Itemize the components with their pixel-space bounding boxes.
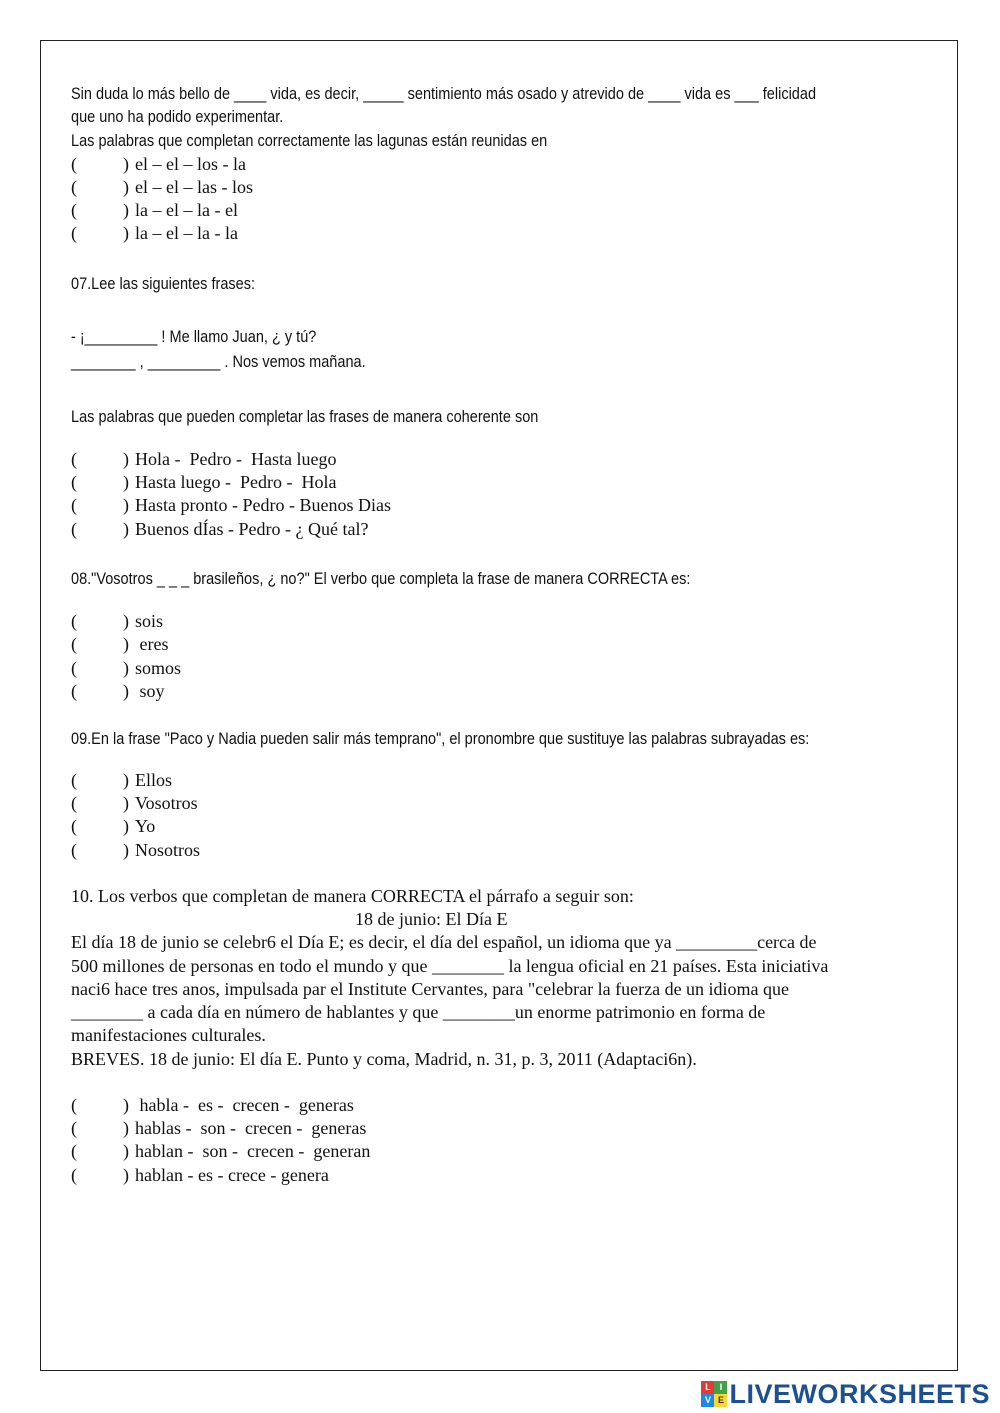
option-text: Nosotros bbox=[135, 840, 201, 860]
option-text: eres bbox=[135, 634, 169, 654]
option-text: somos bbox=[135, 658, 182, 678]
q10-source: BREVES. 18 de junio: El día E. Punto y coma, Madrid, n. 31, p. 3, 2011 (Adaptaci6n). bbox=[71, 1049, 697, 1069]
option-text: hablan - es - crece - genera bbox=[135, 1165, 329, 1185]
option-text: habla - es - crecen - generas bbox=[135, 1095, 354, 1115]
q7-phrase-1: - ¡_________ ! Me llamo Juan, ¿ y tú? bbox=[71, 328, 317, 346]
brand-name: LIVEWORKSHEETS bbox=[729, 1378, 990, 1409]
option-text: Yo bbox=[135, 816, 156, 836]
q10-stem: 10. Los verbos que completan de manera CORRECTA el párrafo a seguir son: bbox=[71, 886, 634, 906]
q10-passage-line: 500 millones de personas en todo el mundo y que ________ la lengua oficial en 21 países. Esta iniciativa bbox=[71, 956, 829, 976]
option-text: sois bbox=[135, 611, 164, 631]
q10-passage-line: ________ a cada día en número de hablantes y que ________un enorme patrimonio en forma de bbox=[71, 1002, 766, 1022]
q6-stem-line1: Sin duda lo más bello de ____ vida, es decir, _____ sentimiento más osado y atrevido de ____ vida es ___ felicidad bbox=[71, 85, 817, 103]
option-text: Ellos bbox=[135, 770, 173, 790]
option-text: el – el – las - los bbox=[135, 177, 253, 197]
q7-title: 07.Lee las siguientes frases: bbox=[71, 275, 256, 293]
option-text: Hasta pronto - Pedro - Buenos Dias bbox=[135, 495, 391, 515]
logo-tile: I bbox=[714, 1381, 727, 1394]
q10-passage-line: naci6 hace tres anos, impulsada par el Institute Cervantes, para "celebrar la fuerza de un idioma que bbox=[71, 979, 790, 999]
q6-instruction: Las palabras que completan correctamente las lagunas están reunidas en bbox=[71, 132, 548, 150]
option-text: el – el – los - la bbox=[135, 154, 246, 174]
logo-tile: L bbox=[701, 1381, 714, 1394]
option-text: soy bbox=[135, 681, 165, 701]
q8-stem: 08."Vosotros _ _ _ brasileños, ¿ no?" El verbo que completa la frase de manera CORRECTA es: bbox=[71, 570, 691, 588]
q10-passage-line: manifestaciones culturales. bbox=[71, 1025, 266, 1045]
logo-tile: V bbox=[701, 1394, 714, 1407]
q7-instruction: Las palabras que pueden completar las frases de manera coherente son bbox=[71, 408, 539, 426]
option-text: hablas - son - crecen - generas bbox=[135, 1118, 367, 1138]
option-text: hablan - son - crecen - generan bbox=[135, 1141, 371, 1161]
q9-stem: 09.En la frase "Paco y Nadia pueden salir más temprano", el pronombre que sustituye las palabras subrayadas es: bbox=[71, 730, 810, 748]
option-text: la – el – la - el bbox=[135, 200, 238, 220]
q10-passage-title: 18 de junio: El Día E bbox=[355, 909, 508, 929]
q6-stem-line2: que uno ha podido experimentar. bbox=[71, 108, 284, 126]
option-text: Vosotros bbox=[135, 793, 198, 813]
q10-passage-line: El día 18 de junio se celebr6 el Día E; es decir, el día del español, un idioma que ya _________cerca de bbox=[71, 932, 817, 952]
option-text: Hola - Pedro - Hasta luego bbox=[135, 449, 337, 469]
q7-phrase-2: ________ , _________ . Nos vemos mañana. bbox=[71, 353, 366, 371]
liveworksheets-logo-icon bbox=[701, 1381, 727, 1407]
logo-tile: E bbox=[714, 1394, 727, 1407]
option-text: Buenos dÍas - Pedro - ¿ Qué tal? bbox=[135, 519, 369, 539]
option-text: la – el – la - la bbox=[135, 223, 238, 243]
liveworksheets-brand[interactable] bbox=[701, 1379, 990, 1409]
option-text: Hasta luego - Pedro - Hola bbox=[135, 472, 337, 492]
